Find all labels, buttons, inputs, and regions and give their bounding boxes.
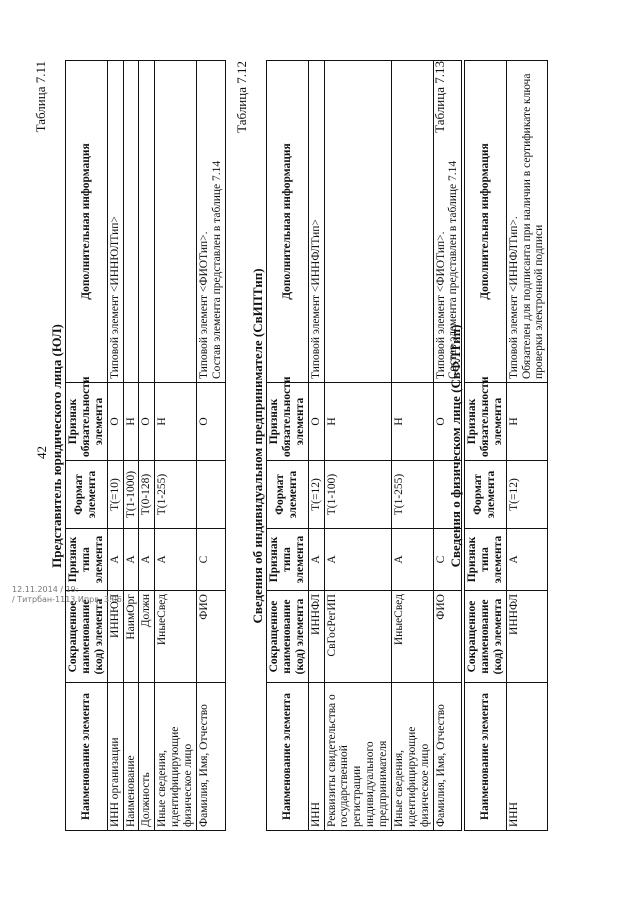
header-element-type: Признак типа элемента (465, 529, 507, 591)
table-grid (464, 60, 548, 831)
element-type-cell: А (155, 529, 197, 591)
table-grid (65, 60, 226, 831)
element-format-cell: T(=10) (107, 461, 123, 529)
element-required-cell: О (107, 383, 123, 461)
element-format-cell: T(=12) (308, 461, 324, 529)
element-name-cell: Фамилия, Имя, Отчество (433, 683, 462, 831)
element-name-cell: Иные сведения, идентифицирующие физическое лицо (391, 683, 433, 831)
table-row (196, 61, 225, 831)
header-additional-info: Дополнительная информация (267, 61, 309, 383)
header-element-name: Наименование элемента (66, 683, 108, 831)
table-7-13 (432, 61, 548, 831)
element-code-cell: НаимОрг (123, 591, 139, 683)
element-type-cell: С (433, 529, 462, 591)
element-name-cell: ИНН (308, 683, 324, 831)
table-caption: Представитель юридического лица (ЮЛ) (49, 324, 64, 568)
additional-info-cell (391, 61, 433, 383)
header-row (465, 61, 507, 831)
element-required-cell: Н (123, 383, 139, 461)
element-code-cell: СвГосРегИП (324, 591, 391, 683)
table-label: Таблица 7.13 (432, 61, 447, 133)
table-label: Таблица 7.11 (33, 61, 48, 133)
table-row (391, 61, 433, 831)
table-caption: Сведения о физическом лице (СвФЛТип) (448, 324, 463, 568)
header-element-name: Наименование элемента (267, 683, 309, 831)
element-code-cell: ИныеСвед (391, 591, 433, 683)
additional-info-cell: Типовой элемент <ФИОТип>. Состав элемента представлен в таблице 7.14 (433, 61, 462, 383)
element-format-cell: T(1-255) (391, 461, 433, 529)
page-number: 42 (34, 446, 49, 459)
additional-info-cell (139, 61, 155, 383)
table-row (155, 61, 197, 831)
element-format-cell: T(1-1000) (123, 461, 139, 529)
additional-info-cell: Типовой элемент <ИННФЛТип>. Обязателен для подписанта при наличии в сертификате ключа проверки электронной подписи (506, 61, 548, 383)
element-type-cell: А (107, 529, 123, 591)
header-row (66, 61, 108, 831)
element-name-cell: ИНН (506, 683, 548, 831)
header-element-code: Сокращенное наименование (код) элемента (267, 591, 309, 683)
table-7-11 (33, 61, 226, 831)
element-type-cell: А (506, 529, 548, 591)
element-format-cell (196, 461, 225, 529)
element-type-cell: А (324, 529, 391, 591)
element-code-cell: Должн (139, 591, 155, 683)
header-row (267, 61, 309, 831)
element-required-cell: Н (155, 383, 197, 461)
element-format-cell: T(=12) (506, 461, 548, 529)
header-additional-info: Дополнительная информация (465, 61, 507, 383)
table-row (107, 61, 123, 831)
element-required-cell: Н (391, 383, 433, 461)
header-element-required: Признак обязательности элемента (465, 383, 507, 461)
element-code-cell: ИННФЛ (308, 591, 324, 683)
header-element-format: Формат элемента (267, 461, 309, 529)
header-element-required: Признак обязательности элемента (66, 383, 108, 461)
element-type-cell: А (139, 529, 155, 591)
header-element-code: Сокращенное наименование (код) элемента (66, 591, 108, 683)
additional-info-cell: Типовой элемент <ФИОТип>. Состав элемента представлен в таблице 7.14 (196, 61, 225, 383)
element-type-cell: С (196, 529, 225, 591)
element-name-cell: Наименование (123, 683, 139, 831)
header-element-required: Признак обязательности элемента (267, 383, 309, 461)
element-name-cell: Реквизиты свидетельства о государственной регистрации индивидуального предпринимателя (324, 683, 391, 831)
header-element-format: Формат элемента (465, 461, 507, 529)
header-element-name: Наименование элемента (465, 683, 507, 831)
element-required-cell: О (196, 383, 225, 461)
element-code-cell: ИННФЛ (506, 591, 548, 683)
element-required-cell: Н (324, 383, 391, 461)
table-row (324, 61, 391, 831)
element-name-cell: Иные сведения, идентифицирующие физическое лицо (155, 683, 197, 831)
table-label: Таблица 7.12 (234, 61, 249, 133)
additional-info-cell (324, 61, 391, 383)
header-element-type: Признак типа элемента (66, 529, 108, 591)
element-code-cell: ИННЮЛ (107, 591, 123, 683)
header-element-type: Признак типа элемента (267, 529, 309, 591)
additional-info-cell: Типовой элемент <ИННЮЛТип> (107, 61, 123, 383)
table-row (308, 61, 324, 831)
element-required-cell: О (139, 383, 155, 461)
element-format-cell: T(0-128) (139, 461, 155, 529)
additional-info-cell (155, 61, 197, 383)
header-additional-info: Дополнительная информация (66, 61, 108, 383)
scan-stamp: 12.11.2014 / 19: / Титрбан-1113.Ипрв. 3.06. (12, 585, 125, 604)
header-element-code: Сокращенное наименование (код) элемента (465, 591, 507, 683)
element-name-cell: Должность (139, 683, 155, 831)
element-code-cell: ФИО (196, 591, 225, 683)
element-name-cell: Фамилия, Имя, Отчество (196, 683, 225, 831)
element-required-cell: Н (506, 383, 548, 461)
element-code-cell: ИныеСвед (155, 591, 197, 683)
table-row (123, 61, 139, 831)
table-row (139, 61, 155, 831)
table-caption: Сведения об индивидуальном предпринимателе (СвИПТип) (250, 268, 265, 624)
table-7-12 (234, 61, 462, 831)
element-required-cell: О (433, 383, 462, 461)
header-element-format: Формат элемента (66, 461, 108, 529)
element-required-cell: О (308, 383, 324, 461)
element-type-cell: А (123, 529, 139, 591)
element-format-cell: T(1-100) (324, 461, 391, 529)
element-format-cell: T(1-255) (155, 461, 197, 529)
additional-info-cell: Типовой элемент <ИННФЛТип> (308, 61, 324, 383)
element-type-cell: А (391, 529, 433, 591)
table-row (506, 61, 548, 831)
element-type-cell: А (308, 529, 324, 591)
element-code-cell: ФИО (433, 591, 462, 683)
additional-info-cell (123, 61, 139, 383)
element-name-cell: ИНН организации (107, 683, 123, 831)
